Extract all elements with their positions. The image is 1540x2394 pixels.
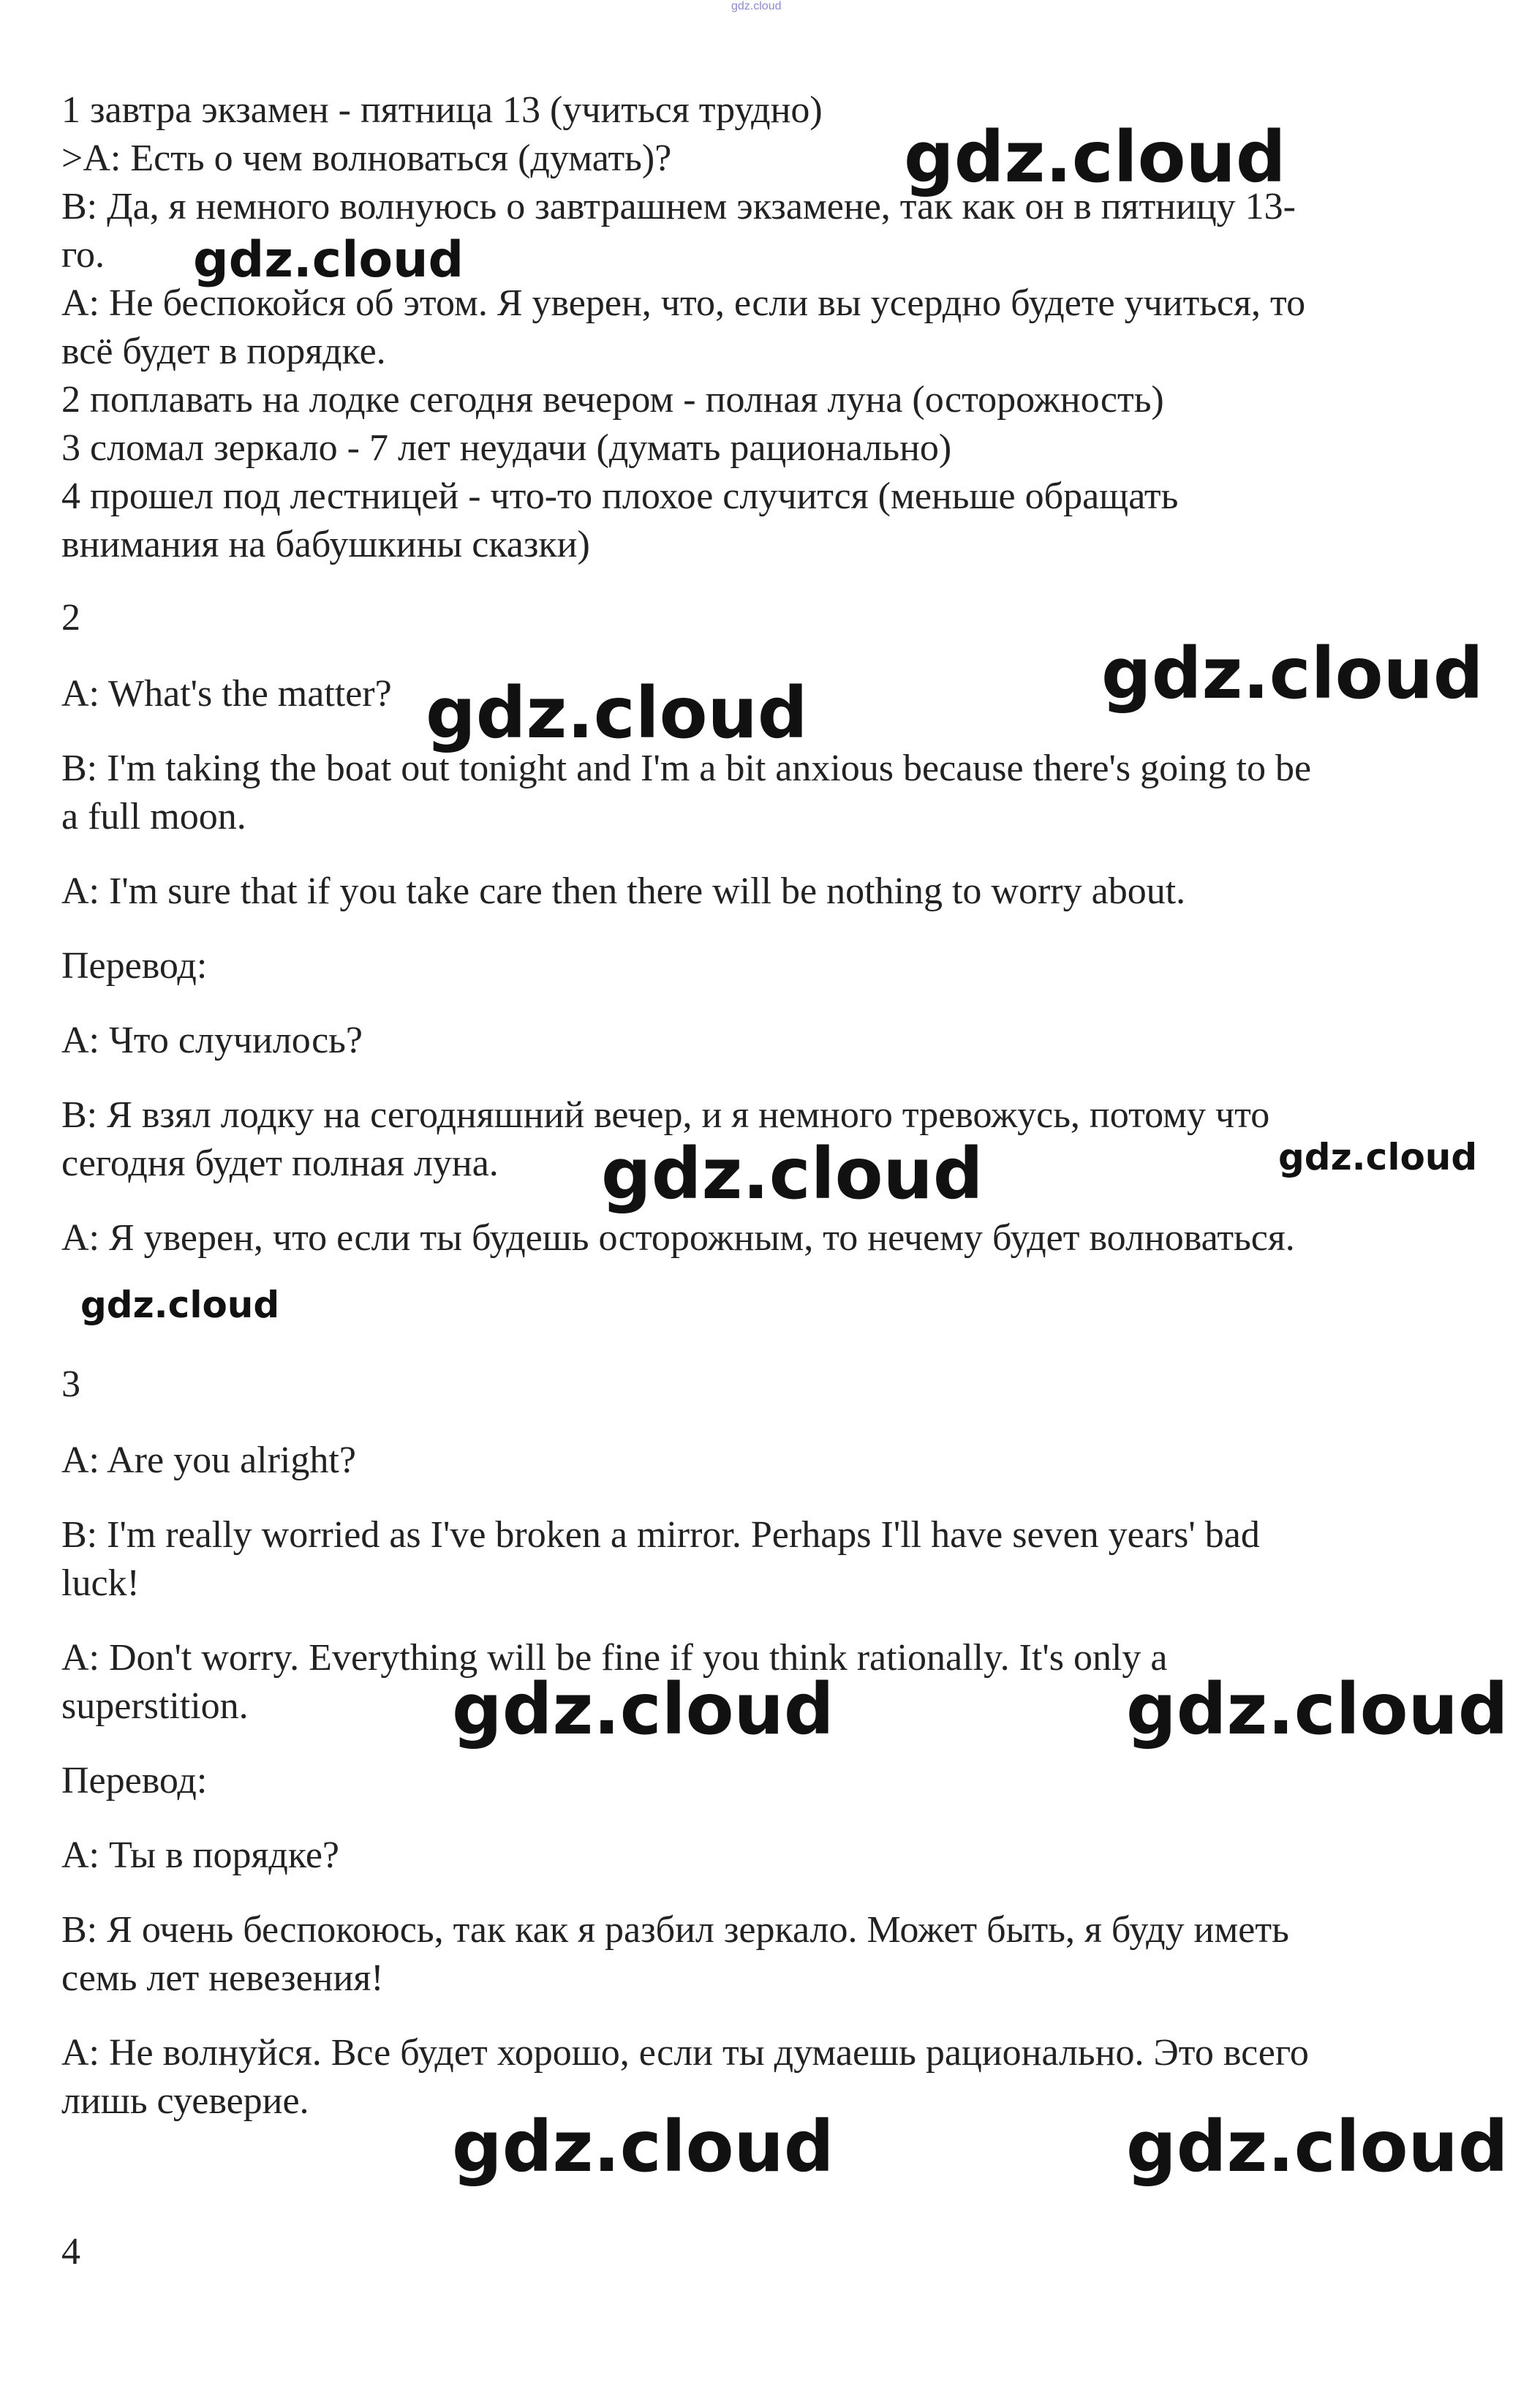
text-line: лишь суеверие. [61, 2080, 309, 2122]
text-line: B: I'm really worried as I've broken a mirror. Perhaps I'll have seven years' bad [61, 1514, 1260, 1556]
text-line: A: Are you alright? [61, 1439, 356, 1481]
top-watermark: gdz.cloud [731, 0, 782, 12]
text-line: B: Я очень беспокоюсь, так как я разбил зеркало. Может быть, я буду иметь [61, 1909, 1289, 1951]
text-line: B: I'm taking the boat out tonight and I'm a bit anxious because there's going to be [61, 748, 1312, 789]
text-line: a full moon. [61, 796, 246, 837]
watermark: gdz.cloud [80, 1284, 280, 1326]
text-line: го. [61, 234, 105, 276]
watermark: gdz.cloud [452, 1668, 834, 1750]
section-number: 3 [61, 1363, 80, 1405]
text-line: A: Не беспокойся об этом. Я уверен, что, если вы усердно будете учиться, то [61, 282, 1306, 324]
watermark: gdz.cloud [1101, 633, 1484, 715]
text-line: 3 сломал зеркало - 7 лет неудачи (думать рационально) [61, 427, 952, 469]
text-line: A: Ты в порядке? [61, 1834, 339, 1876]
text-line: 4 прошел под лестницей - что-то плохое случится (меньше обращать [61, 475, 1179, 517]
text-line: сегодня будет полная луна. [61, 1143, 499, 1184]
text-line: A: Don't worry. Everything will be fine if you think rationally. It's only a [61, 1637, 1168, 1679]
watermark: gdz.cloud [1278, 1136, 1478, 1178]
text-line: семь лет невезения! [61, 1957, 384, 1999]
text-line: A: Не волнуйся. Все будет хорошо, если ты думаешь рационально. Это всего [61, 2032, 1309, 2074]
text-line: B: Я взял лодку на сегодняшний вечер, и я немного тревожусь, потому что [61, 1094, 1270, 1136]
text-line: 2 поплавать на лодке сегодня вечером - полная луна (осторожность) [61, 379, 1164, 421]
text-line: всё будет в порядке. [61, 331, 386, 372]
watermark: gdz.cloud [452, 2106, 834, 2188]
watermark: gdz.cloud [601, 1133, 984, 1215]
watermark: gdz.cloud [904, 116, 1286, 198]
text-line: A: I'm sure that if you take care then there will be nothing to worry about. [61, 870, 1186, 912]
text-line: B: Да, я немного волнуюсь о завтрашнем экзамене, так как он в пятницу 13- [61, 186, 1296, 227]
text-line: superstition. [61, 1685, 249, 1727]
text-line: >A: Есть о чем волноваться (думать)? [61, 138, 672, 179]
text-line: внимания на бабушкины сказки) [61, 524, 590, 565]
text-line: A: What's the matter? [61, 673, 392, 715]
watermark: gdz.cloud [426, 672, 808, 754]
watermark: gdz.cloud [1126, 1668, 1509, 1750]
watermark: gdz.cloud [193, 231, 464, 289]
text-line: Перевод: [61, 1760, 208, 1802]
section-number: 4 [61, 2231, 80, 2273]
section-number: 2 [61, 597, 80, 639]
text-line: A: Что случилось? [61, 1020, 363, 1061]
text-line: luck! [61, 1562, 140, 1604]
text-line: 1 завтра экзамен - пятница 13 (учиться трудно) [61, 89, 823, 131]
text-line: A: Я уверен, что если ты будешь осторожным, то нечему будет волноваться. [61, 1217, 1295, 1259]
watermark: gdz.cloud [1126, 2106, 1509, 2188]
text-line: Перевод: [61, 945, 208, 987]
